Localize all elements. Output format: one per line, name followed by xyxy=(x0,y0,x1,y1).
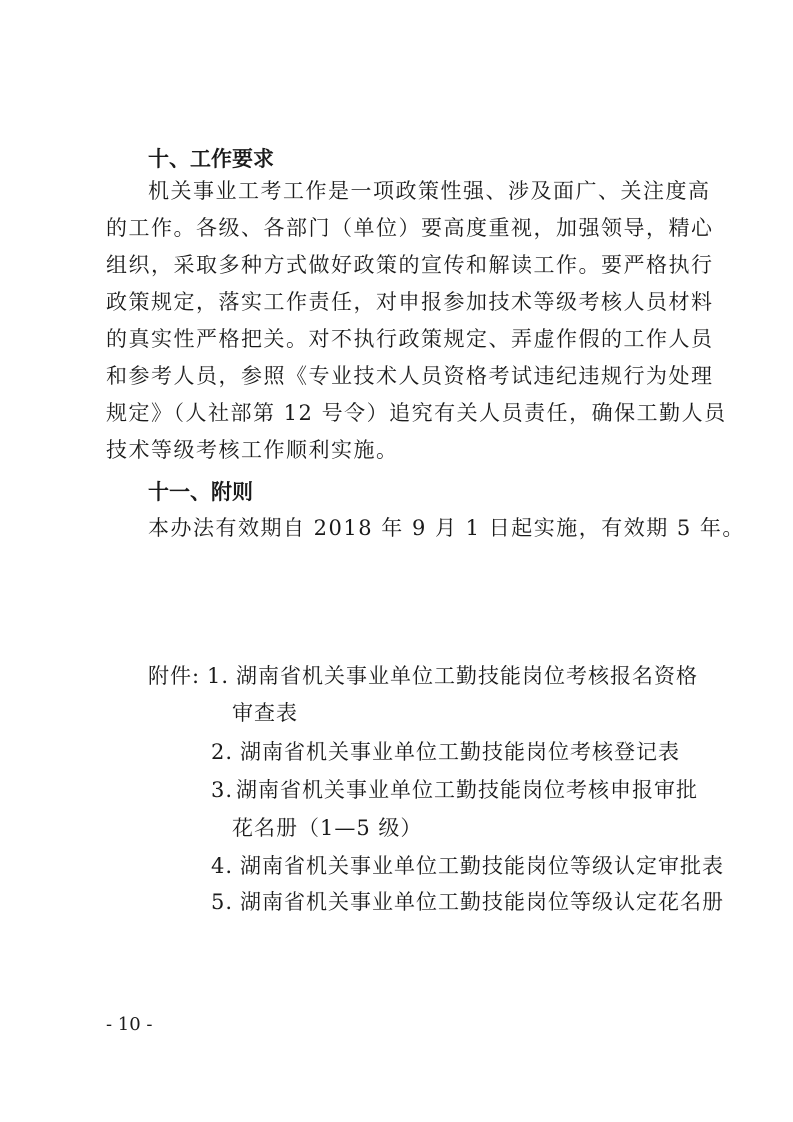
attachment-2-title: 湖南省机关事业单位工勤技能岗位考核登记表 xyxy=(240,740,680,764)
section-10-line-6: 和参考人员，参照《专业技术人员资格考试违纪违规行为处理 xyxy=(106,364,714,388)
attachment-4-number: 4. xyxy=(211,854,234,878)
attachment-1-title-cont: 审查表 xyxy=(232,701,298,725)
section-10-line-3: 组织，采取多种方式做好政策的宣传和解读工作。要严格执行 xyxy=(106,253,714,277)
section-10-line-5: 的真实性严格把关。对不执行政策规定、弄虚作假的工作人员 xyxy=(106,327,714,351)
section-10-line-4: 政策规定，落实工作责任，对申报参加技术等级考核人员材料 xyxy=(106,290,714,314)
section-11-heading: 十一、附则 xyxy=(148,480,253,504)
page-number: - 10 - xyxy=(106,1014,153,1035)
attachment-2-number: 2. xyxy=(211,740,234,764)
attachment-1-number: 1. xyxy=(207,664,230,688)
section-10-line-8: 技术等级考核工作顺利实施。 xyxy=(106,438,399,462)
attachment-3-title-cont: 花名册（1—5 级） xyxy=(232,816,423,840)
section-11-text: 本办法有效期自 2018 年 9 月 1 日起实施，有效期 5 年。 xyxy=(148,516,745,540)
section-10-line-7: 规定》（人社部第 12 号令）追究有关人员责任，确保工勤人员 xyxy=(106,401,727,425)
section-10-heading: 十、工作要求 xyxy=(148,147,274,171)
attachment-5-title: 湖南省机关事业单位工勤技能岗位等级认定花名册 xyxy=(240,890,724,914)
section-10-line-2: 的工作。各级、各部门（单位）要高度重视，加强领导，精心 xyxy=(106,216,714,240)
attachment-3-number: 3. xyxy=(211,778,234,802)
attachment-3-title: 湖南省机关事业单位工勤技能岗位考核申报审批 xyxy=(236,778,698,802)
attachment-1-title: 湖南省机关事业单位工勤技能岗位考核报名资格 xyxy=(236,664,698,688)
attachments-label: 附件: xyxy=(148,664,201,688)
attachment-5-number: 5. xyxy=(211,890,234,914)
section-10-line-1: 机关事业工考工作是一项政策性强、涉及面广、关注度高 xyxy=(148,179,711,203)
attachment-4-title: 湖南省机关事业单位工勤技能岗位等级认定审批表 xyxy=(240,854,724,878)
